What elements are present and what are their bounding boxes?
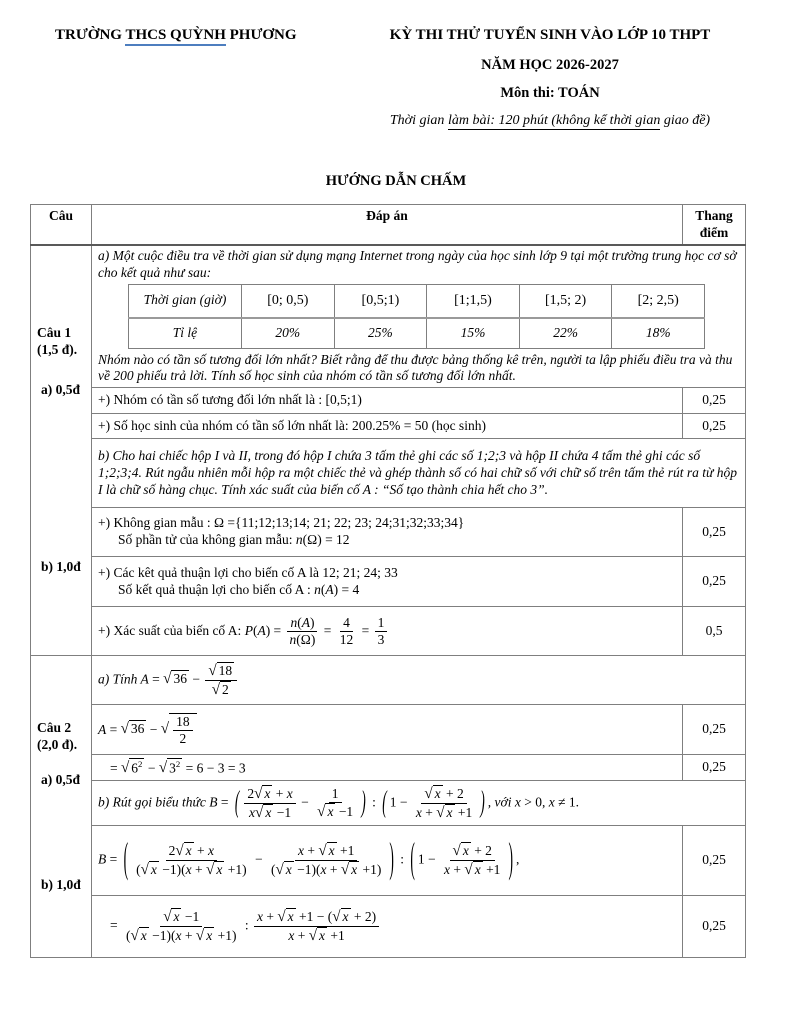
- rate-cell: 25%: [334, 318, 427, 349]
- col-header-dapan: Đáp án: [92, 205, 683, 245]
- favorable-outcomes-line: +) Các kêt quả thuận lợi cho biến cố A là 12; 21; 24; 33: [98, 564, 398, 580]
- q2b-statement-formula: b) Rút gọi biểu thức B = ( $\frac{2√ x + x}{x√ x -1}$ − $\frac{1}{√ x -1}$ ) : ( 1 − $\frac{√ x + 2}{x + √ x +1}$ ) , với x > 0, x ≠ 1.: [92, 781, 746, 826]
- score-cell: 0,25: [683, 388, 746, 414]
- school-name: [55, 26, 297, 45]
- q1b-points-label: b) 1,0đ: [41, 558, 81, 574]
- q2b-step-1-formula: B = ( $\frac{2√ x + x}{(√ x -1)(x + √ x +1)}$ − $\frac{x + √ x +1}{(√ x -1)(x + √ x +1)}$ ) : ( 1 − $\frac{√ x + 2}{x + √ x +1}$ ) ,: [92, 826, 683, 896]
- q2b-statement-row: [31, 781, 746, 826]
- q2a-answer-row-2: [31, 755, 746, 781]
- favorable-count-formula: Số kết quả thuận lợi cho biến cố A : n(A) = 4: [118, 581, 360, 597]
- q1a-question: Nhóm nào có tần số tương đối lớn nhất? Biết rằng để thu được bảng thống kê trên, người ta lập phiếu điều tra và thu về 200 phiếu trả lời. Tính số học sinh của nhóm có tần số tương đối lớn nhất.: [98, 351, 733, 384]
- interval-cell: [2; 2,5): [612, 284, 705, 318]
- q1a-answer-row-1: [31, 388, 746, 414]
- q1b-statement-row: [31, 439, 746, 508]
- q2b-answer-row-2: [31, 896, 746, 958]
- table-header-row: [31, 205, 746, 245]
- q2b-answer-row-1: [31, 826, 746, 896]
- q1-points: (1,5 đ).: [37, 342, 78, 358]
- interval-cell: [0,5;1): [334, 284, 427, 318]
- score-cell: 0,25: [683, 896, 746, 958]
- rate-cell: 22%: [519, 318, 612, 349]
- rate-cell: 15%: [427, 318, 520, 349]
- q2a-statement-formula: a) Tính A = √ 36 − $\frac{√ 18}{√ 2}$: [92, 656, 746, 705]
- school-name-pre: TRƯỜNG: [55, 27, 126, 43]
- q1a-points-label: a) 0,5đ: [41, 382, 81, 397]
- exam-header-block: [350, 26, 750, 130]
- score-cell: 0,5: [683, 607, 746, 656]
- q2-points: (2,0 đ).: [37, 736, 78, 752]
- q2-label-cell: [31, 656, 92, 958]
- school-year: NĂM HỌC 2026-2027: [481, 56, 619, 73]
- frequency-table-rates-row: [129, 318, 705, 349]
- interval-cell: [1,5; 2): [519, 284, 612, 318]
- time-post: giao đề): [660, 113, 711, 128]
- q2a-statement-row: [31, 656, 746, 705]
- score-cell: 0,25: [683, 705, 746, 755]
- q2a-answer-row-1: [31, 705, 746, 755]
- frequency-table-intervals-row: [129, 284, 705, 318]
- q1a-statement: a) Một cuộc điều tra về thời gian sử dụng mạng Internet trong ngày của học sinh lớp 9 tại một trường trung học cơ sở cho kết quả như sau:: [98, 247, 737, 280]
- interval-cell: [1;1,5): [427, 284, 520, 318]
- time-underlined: làm bài: 120 phút (không kể thời gian: [447, 113, 661, 128]
- q1b-answer-2: [92, 557, 683, 607]
- interval-cell: [0; 0,5): [242, 284, 335, 318]
- q1b-answer-row-1: [31, 508, 746, 557]
- q1a-answer-1: +) Nhóm có tần số tương đối lớn nhất là : [0,5;1): [92, 388, 683, 414]
- q1a-answer-row-2: [31, 414, 746, 439]
- col-header-thang-diem: Thang điểm: [683, 205, 746, 245]
- school-name-underlined: THCS QUỲNH: [125, 27, 225, 46]
- q2b-step-2-formula: = $\frac{√ x -1}{(√ x -1)(x + √ x +1)}$ : $\frac{x + √ x +1 - (√ x + 2)}{x + √ x +1}$: [92, 896, 683, 958]
- q1b-answer-1: [92, 508, 683, 557]
- q1a-statement-cell: [92, 245, 746, 388]
- subject-line: Môn thi: TOÁN: [500, 84, 600, 101]
- q2-label: Câu 2: [37, 720, 72, 735]
- sample-space-line: +) Không gian mẫu : Ω ={11;12;13;14; 21; 22; 23; 24;31;32;33;34}: [98, 515, 465, 531]
- q2a-step-2-formula: = √ $6^2$ − √ $3^2 = 6 - 3 = 3$: [92, 755, 683, 781]
- school-name-post: PHƯƠNG: [225, 27, 297, 43]
- frequency-table-head-time: Thời gian (giờ): [129, 284, 242, 318]
- time-limit-line: [350, 112, 750, 130]
- q1-label: Câu 1: [37, 325, 72, 341]
- score-cell: 0,25: [683, 826, 746, 896]
- q1b-answer-row-3: [31, 607, 746, 656]
- q1a-answer-2: +) Số học sinh của nhóm có tần số lớn nhất là: 200.25% = 50 (học sinh): [92, 414, 683, 439]
- document-title: HƯỚNG DẪN CHẤM: [325, 173, 467, 189]
- score-cell: 0,25: [683, 508, 746, 557]
- frequency-table: [128, 284, 705, 349]
- exam-title: KỲ THI THỬ TUYỂN SINH VÀO LỚP 10 THPT: [389, 27, 711, 43]
- rate-cell: 18%: [612, 318, 705, 349]
- q1b-statement: b) Cho hai chiếc hộp I và II, trong đó hộp I chứa 3 tấm thẻ ghi các số 1;2;3 và hộp II chứa 4 tấm thẻ ghi các số 1;2;3;4. Rút ngẫu nhiên mỗi hộp ra một chiếc thẻ và ghép thành số có hai chữ số với chữ số trên tấm thẻ rút ra từ hộp I là chữ số hàng chục. Tính xác suất của biến cố A : “Số tạo thành chia hết cho 3”.: [92, 439, 746, 508]
- grading-table: [30, 204, 746, 958]
- q2b-points-label: b) 1,0đ: [41, 876, 81, 892]
- frequency-table-head-rate: Tỉ lệ: [129, 318, 242, 349]
- probability-formula: +) Xác suất của biến cố A: P(A) = $\frac{n(A)}{n(\Omega)}$ = $\frac{4}{12}$ = $\frac{1}{3}$: [92, 607, 683, 656]
- sample-space-count-formula: Số phần tử của không gian mẫu: n(Ω) = 12: [118, 532, 350, 548]
- q1a-statement-row: [31, 245, 746, 388]
- q1b-answer-row-2: [31, 557, 746, 607]
- rate-cell: 20%: [242, 318, 335, 349]
- score-cell: 0,25: [683, 755, 746, 781]
- q1-label-cell: [31, 245, 92, 656]
- score-cell: 0,25: [683, 414, 746, 439]
- score-cell: 0,25: [683, 557, 746, 607]
- q2a-points-label: a) 0,5đ: [41, 771, 81, 787]
- time-pre: Thời gian: [389, 113, 448, 128]
- col-header-cau: Câu: [31, 205, 92, 245]
- q2a-step-1-formula: A = √ 36 − √ $\frac{18}{2}$: [92, 705, 683, 755]
